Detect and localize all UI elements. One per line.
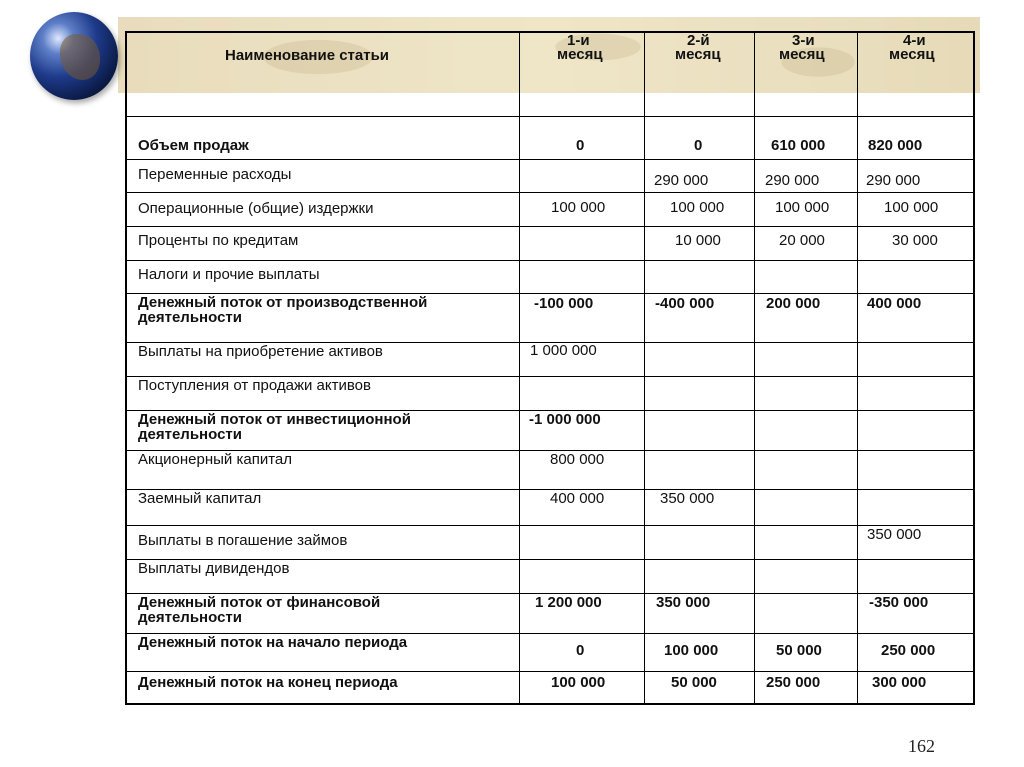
row-value: 0 — [576, 642, 585, 659]
row-value: -400 000 — [655, 295, 715, 312]
row-value: 350 000 — [656, 594, 711, 611]
row-value: 100 000 — [664, 642, 719, 659]
row-value: 30 000 — [892, 232, 938, 249]
header-month-1-a: 1-и — [567, 32, 590, 49]
header-name: Наименование статьи — [225, 47, 390, 64]
row-label: Денежный поток на начало периода — [138, 634, 408, 651]
row-label: деятельности — [138, 609, 242, 626]
row-value: 100 000 — [670, 199, 725, 216]
header-month-3-a: 3-и — [792, 32, 815, 49]
row-label: Выплаты в погашение займов — [138, 532, 348, 549]
row-value: 20 000 — [779, 232, 825, 249]
row-value: 350 000 — [867, 526, 922, 543]
row-label: Операционные (общие) издержки — [138, 200, 374, 217]
row-value: 290 000 — [765, 172, 820, 189]
row-value: 50 000 — [776, 642, 822, 659]
row-value: 10 000 — [675, 232, 721, 249]
row-value: -350 000 — [869, 594, 929, 611]
header-month-2-a: 2-й — [687, 32, 710, 49]
row-label: Проценты по кредитам — [138, 232, 299, 249]
row-label: Поступления от продажи активов — [138, 377, 371, 394]
row-value: -100 000 — [534, 295, 594, 312]
row-value: 290 000 — [866, 172, 921, 189]
row-value: 290 000 — [654, 172, 709, 189]
row-value: 400 000 — [550, 490, 605, 507]
row-value: 800 000 — [550, 451, 605, 468]
row-value: 1 200 000 — [535, 594, 602, 611]
globe-icon — [30, 12, 118, 100]
row-value: 0 — [694, 137, 703, 154]
row-value: 1 000 000 — [530, 342, 597, 359]
row-label: Денежный поток от инвестиционной — [138, 411, 411, 428]
row-value: 350 000 — [660, 490, 715, 507]
cash-flow-table — [125, 31, 975, 705]
row-value: 250 000 — [881, 642, 936, 659]
row-value: 250 000 — [766, 674, 821, 691]
header-month-4-a: 4-и — [903, 32, 926, 49]
row-value: 50 000 — [671, 674, 717, 691]
row-label: Объем продаж — [138, 137, 249, 154]
row-label: Заемный капитал — [138, 490, 262, 507]
row-label: Денежный поток от финансовой — [138, 594, 381, 611]
row-label: Выплаты на приобретение активов — [138, 343, 383, 360]
row-value: 400 000 — [867, 295, 922, 312]
row-value: -1 000 000 — [529, 411, 601, 428]
header-month-1-b: месяц — [557, 46, 603, 63]
row-value: 200 000 — [766, 295, 821, 312]
header-month-3-b: месяц — [779, 46, 825, 63]
row-label: Денежный поток от производственной — [138, 294, 428, 311]
row-value: 820 000 — [868, 137, 923, 154]
row-label: Акционерный капитал — [138, 451, 292, 468]
row-value: 100 000 — [551, 674, 606, 691]
row-value: 300 000 — [872, 674, 927, 691]
row-label: Налоги и прочие выплаты — [138, 266, 320, 283]
row-label: Переменные расходы — [138, 166, 292, 183]
header-month-4-b: месяц — [889, 46, 935, 63]
row-value: 610 000 — [771, 137, 826, 154]
header-month-2-b: месяц — [675, 46, 721, 63]
row-label: Денежный поток на конец периода — [138, 674, 398, 691]
row-value: 0 — [576, 137, 585, 154]
row-value: 100 000 — [775, 199, 830, 216]
row-value: 100 000 — [884, 199, 939, 216]
row-label: деятельности — [138, 426, 242, 443]
row-value: 100 000 — [551, 199, 606, 216]
row-label: деятельности — [138, 309, 242, 326]
row-label: Выплаты дивидендов — [138, 560, 290, 577]
page-number: 162 — [908, 736, 935, 756]
